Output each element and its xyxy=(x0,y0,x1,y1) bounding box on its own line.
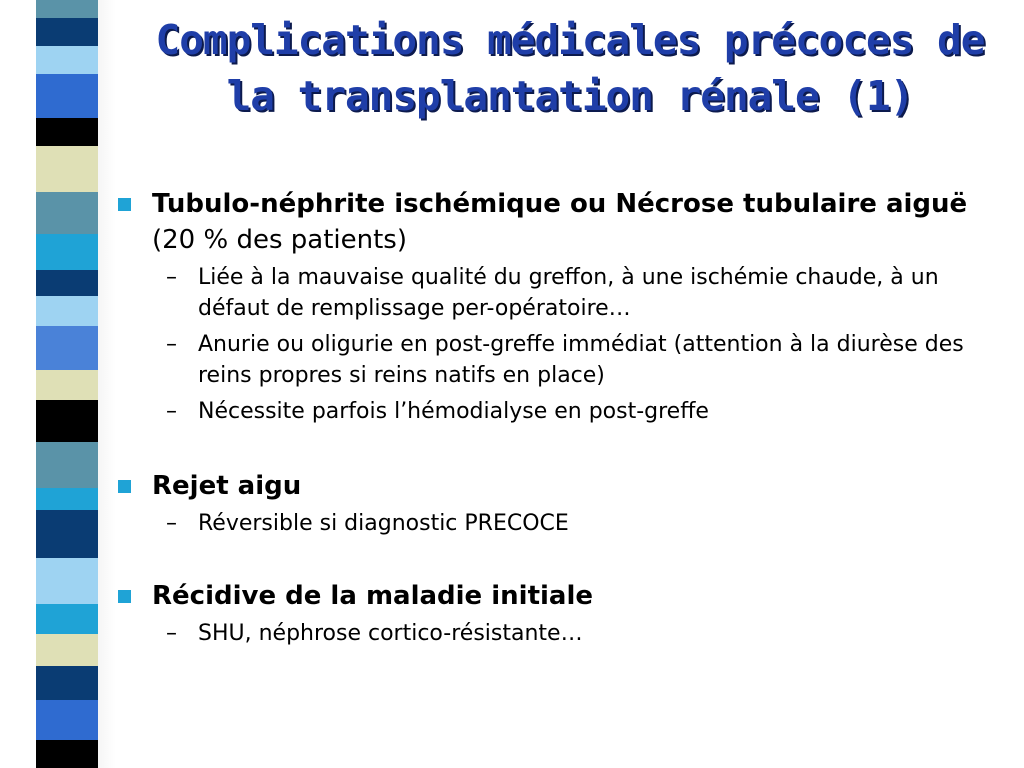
dash-marker: – xyxy=(166,621,177,646)
list-item xyxy=(152,262,1008,324)
list-item-text: Réversible si diagnostic PRECOCE xyxy=(198,511,569,536)
bullet-section-ntа xyxy=(118,186,1008,427)
slide-title: Complications médicales précoces de la transplantation rénale (1) xyxy=(155,16,985,120)
list-item xyxy=(152,618,1008,649)
sub-list xyxy=(152,262,1008,427)
list-item xyxy=(152,396,1008,427)
square-bullet-icon xyxy=(118,480,131,493)
section-heading xyxy=(152,578,1008,614)
bullet-section-recidive xyxy=(118,578,1008,649)
square-bullet-icon xyxy=(118,198,131,211)
section-heading xyxy=(152,468,1008,504)
slide-content xyxy=(118,186,1008,654)
section-heading-bold: Rejet aigu xyxy=(152,471,302,501)
list-item xyxy=(152,329,1008,391)
list-item xyxy=(152,508,1008,539)
list-item-text: SHU, néphrose cortico-résistante… xyxy=(198,621,583,646)
dash-marker: – xyxy=(166,399,177,424)
dash-marker: – xyxy=(166,332,177,357)
strip-blocks xyxy=(36,0,98,768)
list-item-text: Anurie ou oligurie en post-greffe immédiat (attention à la diurèse des reins propres si reins natifs en place) xyxy=(198,332,964,388)
section-heading-bold: Récidive de la maladie initiale xyxy=(152,581,594,611)
section-heading-normal: (20 % des patients) xyxy=(152,225,407,255)
list-item-text: Liée à la mauvaise qualité du greffon, à une ischémie chaude, à un défaut de remplissage per-opératoire… xyxy=(198,265,939,321)
section-heading xyxy=(152,186,1008,258)
square-bullet-icon xyxy=(118,590,131,603)
sub-list xyxy=(152,508,1008,539)
dash-marker: – xyxy=(166,265,177,290)
list-item-text: Nécessite parfois l’hémodialyse en post-greffe xyxy=(198,399,709,424)
bullet-section-rejet xyxy=(118,468,1008,539)
section-heading-bold: Tubulo-néphrite ischémique ou Nécrose tubulaire aiguë xyxy=(152,189,968,219)
decorative-side-strip xyxy=(0,0,118,768)
dash-marker: – xyxy=(166,511,177,536)
sub-list xyxy=(152,618,1008,649)
